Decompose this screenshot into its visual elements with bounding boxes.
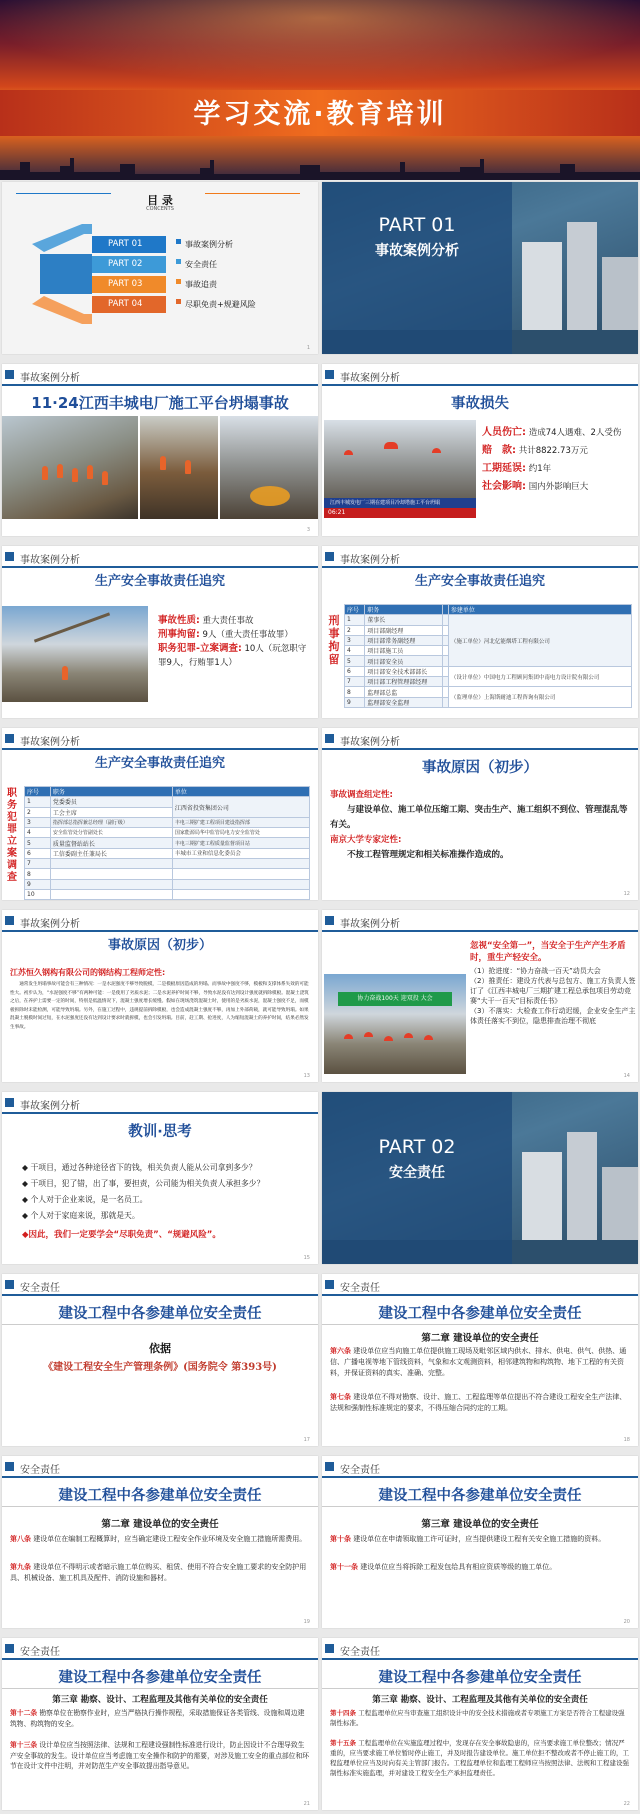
slide-accountability-1: 事故案例分析 生产安全事故责任追究 事故性质: 重大责任事故 刑事拘留: 9人（重大责任事故罪） 职务犯罪-立案调查: 10人（玩忽职守罪9人，行贿罪1人） bbox=[2, 546, 318, 718]
contents-dot-4 bbox=[176, 299, 181, 304]
chapter-heading: 第三章 建设单位的安全责任 bbox=[421, 1519, 539, 1530]
question-1: 事故调查组定性: bbox=[330, 790, 393, 800]
contents-part-3: PART 03 bbox=[92, 276, 166, 293]
slide-title: 建设工程中各参建单位安全责任 bbox=[58, 1306, 262, 1322]
contents-item-2: 安全责任 bbox=[185, 260, 217, 269]
slide-responsibility-ch2b: 安全责任 建设工程中各参建单位安全责任 第二章 建设单位的安全责任 第八条 建设单位在编制工程概算时，应当确定建设工程安全作业环境及安全施工措施所需费用。 第九条 建设单位不得明示或者暗示施工单位购买、租赁、使用不符合安全施工要求的安全防护用具、机械设备、施工机具及配件、消防设施和器材。 19 bbox=[2, 1456, 318, 1628]
slide-title: 生产安全事故责任追究 bbox=[94, 574, 225, 589]
rescue-photo-3 bbox=[220, 416, 318, 519]
cause-point-1: （1）抢进度：“协力奋战一百天”动员大会 bbox=[470, 967, 601, 975]
slide-part-02 bbox=[322, 1092, 638, 1264]
vertical-label: 刑 事 拘 留 bbox=[328, 614, 340, 666]
chapter-heading: 第三章 勘察、设计、工程监理及其他有关单位的安全责任 bbox=[52, 1695, 268, 1705]
answer-2: 不按工程管理规定和相关标准操作造成的。 bbox=[347, 850, 509, 860]
law-title: 《建设工程安全生产管理条例》(国务院令 第393号) bbox=[43, 1362, 277, 1373]
slide-title: 事故损失 bbox=[451, 396, 509, 412]
basis-label: 依据 bbox=[149, 1342, 171, 1355]
slide-part-01 bbox=[322, 182, 638, 354]
slide-accountability-3: 事故案例分析 生产安全事故责任追究 职 务 犯 罪 立 案 调 查 序号 职务 单位 1 党委委员 江西省投资集团公司 2 工会主席 3 指挥部总指挥兼总经理（副厅级） 丰电三期扩建工程项目建设指挥部 4 安全监管处分管副处长 国家能源局华中监管局电力安全监管处 5 质量监督站站长 丰电三期扩建工程质量监督项目站 6 工信委副主任兼局长 丰城市工业和信息化委员会 7 8 9 10 bbox=[2, 728, 318, 900]
slide-contents bbox=[2, 182, 318, 354]
chapter-heading: 第二章 建设单位的安全责任 bbox=[421, 1333, 539, 1344]
slide-responsibility-ch3b: 安全责任 建设工程中各参建单位安全责任 第三章 勘察、设计、工程监理及其他有关单位的安全责任 第十二条 勘察单位在勘察作业时，应当严格执行操作规程，采取措施保证各类管线、设施和周边建筑物、构筑物的安全。 第十三条 设计单位应当按照法律、法规和工程建设强制性标准进行设计，防止因设计不合理导致生产安全事故的发生。设计单位应当考虑施工安全操作和防护的需要，对涉及施工安全的重点部位和环节在设计文件中注明，并对防范生产安全事故提出指导意见。 21 bbox=[2, 1638, 318, 1810]
cause-point-2: （2）推责任：建设方代表与总包方、施工方负责人签订了《江西丰城电厂三期扩建工程总承包项目劳动竞赛“大干一百天”目标责任书》 bbox=[470, 977, 636, 1005]
question: 江苏恒久钢构有限公司的钢结构工程师定性: bbox=[10, 968, 166, 977]
city-skyline bbox=[0, 150, 640, 180]
slide-title: 生产安全事故责任追究 bbox=[94, 756, 225, 771]
contents-item-3: 事故追责 bbox=[185, 280, 217, 289]
slide-title: 生产安全事故责任追究 bbox=[414, 574, 545, 589]
contents-title: 目 录 bbox=[147, 194, 173, 207]
answer-1: 与建设单位、施工单位压缩工期、突击生产、施工组织不到位、管理混乱等有关。 bbox=[330, 805, 628, 830]
slide-responsibility-ch3c: 安全责任 建设工程中各参建单位安全责任 第三章 勘察、设计、工程监理及其他有关单位的安全责任 第十四条 工程监理单位应当审查施工组织设计中的安全技术措施或者专项施工方案是否符合工程建设强制性标准。 第十五条 工程监理单位在实施监理过程中，发现存在安全事故隐患的，应当要求施工单位整改；情况严重的，应当要求施工单位暂时停止施工，并及时报告建设单位。施工单位拒不整改或者不停止施工的，工程监理单位应当及时向有关主管部门报告。工程监理单位和监理工程师应当按照法律、法规和工程建设强制性标准实施监理，并对建设工程安全生产承担监理责任。 22 bbox=[322, 1638, 638, 1810]
slide-header: 事故案例分析 bbox=[20, 373, 80, 384]
contents-part-4: PART 04 bbox=[92, 296, 166, 313]
news-time: 06:21 bbox=[324, 508, 476, 518]
slide-responsibility-ch2a: 安全责任 建设工程中各参建单位安全责任 第二章 建设单位的安全责任 第六条 建设单位应当向施工单位提供施工现场及毗邻区域内供水、排水、供电、供气、供热、通信、广播电视等地下管线资料，气象和水文观测资料，相邻建筑物和构筑物、地下工程的有关资料，并保证资料的真实、准确、完整。 第七条 建设单位不得对勘察、设计、施工、工程监理等单位提出不符合建设工程安全生产法律、法规和强制性标准规定的要求，不得压缩合同约定的工期。 18 bbox=[322, 1274, 638, 1446]
contents-part-2: PART 02 bbox=[92, 256, 166, 273]
part-label: PART 01 bbox=[378, 214, 456, 236]
cause-point-3: （3）不落实：大检查工作行动迟缓，企业安全生产主体责任落实不到位，隐患排查治理不彻底 bbox=[470, 1007, 636, 1025]
chapter-heading: 第二章 建设单位的安全责任 bbox=[101, 1519, 219, 1530]
bullet-1: ◆ 干项目，通过各种途径省下的钱，相关负责人能从公司拿到多少？ bbox=[22, 1163, 257, 1172]
bullet-3: ◆ 个人对于企业来说，是一名员工。 bbox=[22, 1195, 148, 1204]
mobilization-photo bbox=[324, 974, 466, 1074]
banner-sign: 协力奋战100天 迎双投 大会 bbox=[338, 992, 452, 1006]
slide-cause-2: 事故案例分析 事故原因（初步） 江苏恒久钢构有限公司的钢结构工程师定性: 通常发生坍塌事故可能会有三种情况：一是水泥强度不够导致脱模，二是模板原因造成的坍塌。而事故中强度不够，模板和支撑体系失效的可能性大。初步认为，“水泥强度不够”有两种可能：一是使用了劣质水泥；二是水泥养护时间不够，导致水泥没有达到设计强度就拆除模板。混凝土浇筑之后，在养护上需要一定的时间，特别是低温情况下，混凝土强度增长缓慢。假如在现场浇筑混凝土时，使用的是劣质水泥，混凝土强度不足，而模板拆除时未能检测，可能导致坍塌。另外，在施工过程中，违规提前拆除模板，也会造成混凝土强度不够，再加上外部荷载，就可能导致坍塌。如果混凝土脱模时间过短，在水泥强度还没有达到设计要求时就拆模，也会引发坍塌。目前，赶工期、抢进度，人为缩短混凝土的养护时间，结果必然发生事故。 13 bbox=[2, 910, 318, 1082]
question-2: 南京大学专家定性: bbox=[330, 835, 402, 845]
detention-table: 序号 职务 参建单位 1 董事长 （施工单位）河北亿能烟塔工程有限公司 2 项目部副经理 3 项目部常务副经理 4 项目部施工员 5 项目部安全员 6 项目部安全技术部部长 （设计单位）中国电力工程顾问集团中南电力设计院有限公司 7 项目部工程管理部经理 8 监理部总监 （监理单位）上海斯耐迪工程咨询有限公司 9 监理部安全监理 bbox=[344, 604, 632, 708]
conclusion: ◆因此，我们一定要学会“尽职免责”、“规避风险”。 bbox=[22, 1230, 221, 1240]
contents-item-4: 尽职免责+规避风险 bbox=[185, 300, 256, 309]
slide-title: 建设工程中各参建单位安全责任 bbox=[378, 1306, 582, 1322]
part-title: 安全责任 bbox=[389, 1165, 445, 1181]
contents-part-1: PART 01 bbox=[92, 236, 166, 253]
slide-accident-loss: 事故案例分析 事故损失 江西丰城发电厂三期在建项目冷却塔施工平台坍塌 06:21 人员伤亡: 造成74人遇难、2人受伤 赔 款: 共计8822.73万元 工期延误: 约1年 社会影响: 国内外影响巨大 bbox=[322, 364, 638, 536]
bullet-4: ◆ 个人对于家庭来说，那就是天。 bbox=[22, 1211, 140, 1220]
slide-cause-3: 事故案例分析 协力奋战100天 迎双投 大会 忽视“安全第一”，当安全于生产产生矛盾时，重生产轻安全。 （1）抢进度：“协力奋战一百天”动员大会 （2）推责任：建设方代表与总包方、施工方负责人签订了《江西丰城电厂三期扩建工程总承包项目劳动竞赛“大干一百天”目标责任书》 （3）不落实：大检查工作行动迟缓，企业安全生产主体责任落实不到位，隐患排查治理不彻底 14 bbox=[322, 910, 638, 1082]
rescue-photo-1 bbox=[2, 416, 138, 519]
slide-title: 建设工程中各参建单位安全责任 bbox=[378, 1670, 582, 1686]
body-text: 通常发生坍塌事故可能会有三种情况：一是水泥强度不够导致脱模，二是模板原因造成的坍塌。而事故中强度不够，模板和支撑体系失效的可能性大。初步认为，“水泥强度不够”有两种可能：一是使用了劣质水泥；二是水泥养护时间不够，导致水泥没有达到设计强度就拆除模板。混凝土浇筑之后，在养护上需要一定的时间，特别是低温情况下，混凝土强度增长缓慢。假如在现场浇筑混凝土时，使用的是劣质水泥，混凝土强度不足，而模板拆除时未能检测，可能导致坍塌。另外，在施工过程中，违规提前拆除模板，也会造成混凝土强度不够，再加上外部荷载，就可能导致坍塌。如果混凝土脱模时间过短，在水泥强度还没有达到设计要求时就拆模，也会引发坍塌。目前，赶工期、抢进度，人为缩短混凝土的养护时间，结果必然发生事故。 bbox=[10, 982, 309, 1030]
slide-title: 事故原因（初步） bbox=[107, 938, 212, 953]
slide-title: 建设工程中各参建单位安全责任 bbox=[58, 1670, 262, 1686]
part-title: 事故案例分析 bbox=[375, 243, 459, 259]
investigation-table: 序号 职务 单位 1 党委委员 江西省投资集团公司 2 工会主席 3 指挥部总指挥兼总经理（副厅级） 丰电三期扩建工程项目建设指挥部 4 安全监管处分管副处长 国家能源局华中监管局电力安全监管处 5 质量监督站站长 丰电三期扩建工程质量监督项目站 6 工信委副主任兼局长 丰城市工业和信息化委员会 7 8 9 10 bbox=[24, 786, 310, 900]
vertical-label: 职 务 犯 罪 立 案 调 查 bbox=[7, 788, 17, 883]
slide-title: 事故原因（初步） bbox=[422, 760, 538, 776]
contents-dot-1 bbox=[176, 239, 181, 244]
slide-title: 11·24江西丰城电厂施工平台坍塌事故 bbox=[31, 394, 289, 412]
slide-responsibility-basis: 安全责任 建设工程中各参建单位安全责任 依据 《建设工程安全生产管理条例》(国务院令 第393号) 17 bbox=[2, 1274, 318, 1446]
news-caption: 江西丰城发电厂三期在建项目冷却塔施工平台坍塌 bbox=[324, 498, 476, 508]
slide-accountability-2: 事故案例分析 生产安全事故责任追究 刑 事 拘 留 序号 职务 参建单位 1 董事长 （施工单位）河北亿能烟塔工程有限公司 2 项目部副经理 3 项目部常务副经理 4 项目部施工员 5 项目部安全员 6 项目部安全技术部部长 （设计单位）中国电力工程顾问集团中南电力设计院有限公司 7 项目部工程管理部经理 8 监理部总监 （监理单位）上海斯耐迪工程咨询有限公司 9 监理部安全监理 bbox=[322, 546, 638, 718]
page-number: 1 bbox=[306, 345, 310, 351]
slide-accident-title: 事故案例分析 11·24江西丰城电厂施工平台坍塌事故 3 bbox=[2, 364, 318, 536]
contents-item-1: 事故案例分析 bbox=[185, 240, 233, 249]
news-video-still bbox=[324, 420, 476, 518]
slide-responsibility-ch3a: 安全责任 建设工程中各参建单位安全责任 第三章 建设单位的安全责任 第十条 建设单位在申请领取施工许可证时，应当提供建设工程有关安全施工措施的资料。 第十一条 建设单位应当将拆除工程发包给具有相应资质等级的施工单位。 20 bbox=[322, 1456, 638, 1628]
slide-title: 建设工程中各参建单位安全责任 bbox=[58, 1488, 262, 1504]
slide-title: 教训·思考 bbox=[128, 1124, 192, 1140]
bullet-2: ◆ 干项目，犯了错，出了事，要担责，公司能为相关负责人承担多少？ bbox=[22, 1179, 265, 1188]
cause-heading: 忽视“安全第一”，当安全于生产产生矛盾时，重生产轻安全。 bbox=[470, 941, 626, 963]
contents-dot-2 bbox=[176, 259, 181, 264]
rescue-photo-2 bbox=[140, 416, 218, 519]
contents-subtitle: CONCENTS bbox=[146, 206, 174, 212]
site-photo bbox=[2, 606, 148, 702]
contents-dot-3 bbox=[176, 279, 181, 284]
chapter-heading: 第三章 勘察、设计、工程监理及其他有关单位的安全责任 bbox=[372, 1695, 588, 1705]
part-label: PART 02 bbox=[378, 1136, 456, 1158]
slide-cause-1: 事故案例分析 事故原因（初步） 事故调查组定性: 与建设单位、施工单位压缩工期、突击生产、施工组织不到位、管理混乱等有关。 南京大学专家定性: 不按工程管理规定和相关标准操作造成的。 12 bbox=[322, 728, 638, 900]
banner-title: 学习交流·教育培训 bbox=[193, 99, 447, 130]
title-banner bbox=[0, 0, 640, 180]
slide-title: 建设工程中各参建单位安全责任 bbox=[378, 1488, 582, 1504]
slide-lessons: 事故案例分析 教训·思考 ◆ 干项目，通过各种途径省下的钱，相关负责人能从公司拿到多少？ ◆ 干项目，犯了错，出了事，要担责，公司能为相关负责人承担多少？ ◆ 个人对于企业来说，是一名员工。 ◆ 个人对于家庭来说，那就是天。 ◆因此，我们一定要学会“尽职免责”、“规避风险”。 15 bbox=[2, 1092, 318, 1264]
